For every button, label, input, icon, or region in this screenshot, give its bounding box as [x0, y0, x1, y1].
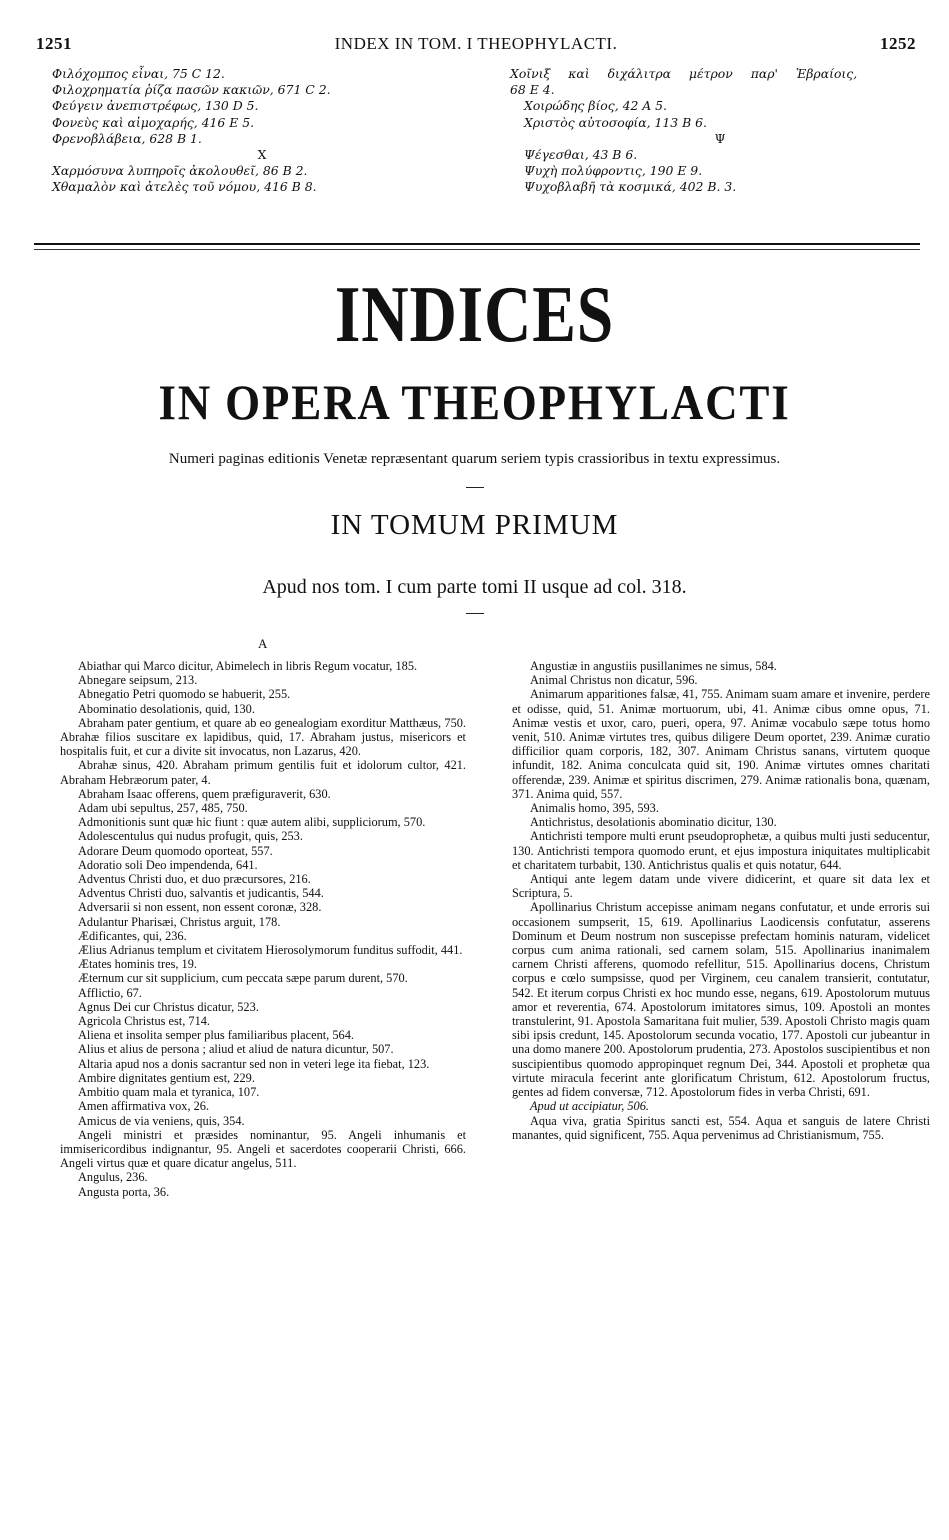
greek-index-left-column — [52, 66, 472, 196]
index-entry: Abnegatio Petri quomodo se habuerit, 255. — [78, 687, 291, 702]
greek-index-entry: Φιλόχομπος εἶναι, 75 C 12. — [52, 66, 225, 81]
index-entry: Adam ubi sepultus, 257, 485, 750. — [78, 801, 248, 816]
index-entry: Aqua viva, gratia Spiritus sancti est, 554. Aqua et sanguis de latere Christi manantes, quid significent, 755. Aqua pervenimus ad Christianismum, 755. — [512, 1113, 930, 1142]
index-entry: Animarum apparitiones falsæ, 41, 755. Animam suam amare et invenire, perdere et odisse, quid, 51. Animæ mortuorum, ubi, 41. Animæ cibus omne opus, 71. Animæ vestis et uxor, caro, pueri, opera, 97. Animæ vocabulo sæpe totus homo venit, 510. Animæ virtutes tres, quibus diligere Deum oportet, 239. Animæ curatio difficilior quam corporis, 182, 307. Animam Christus sanans, virtutem quoque infundit, 182. Anima conculcata quid sit, 190. Animæ virtutes omnes charitati offerendæ, 239. Animæ et spiritus discrimen, 279. Animæ rationalis bona, quænam, 371. Anima quid, 557. — [512, 687, 930, 801]
index-entry: Ambire dignitates gentium est, 229. — [78, 1070, 255, 1085]
index-entry: Afflictio, 67. — [78, 985, 142, 1000]
index-entry: Angulus, 236. — [78, 1170, 148, 1185]
index-entry: Angeli ministri et præsides nominantur, 95. Angeli inhumanis et immisericordibus indignantur, 95. Angeli et sacerdotes cooperarii Christi, 666. Angeli virtus quæ et quare dicatur angelus, 511. — [60, 1127, 466, 1171]
index-entry: Apud ut accipiatur, 506. — [530, 1099, 649, 1114]
volume-heading: IN TOMUM PRIMUM — [330, 509, 619, 541]
greek-index-entry: Χοῖνιξ καὶ διχάλιτρα μέτρον παρ' Ἑβραίοις, — [510, 66, 858, 81]
index-entry: Adversarii si non essent, non essent coronæ, 328. — [78, 900, 322, 915]
greek-index-entry: Ψυχοβλαβῆ τὰ κοσμικά, 402 B. 3. — [524, 179, 737, 195]
index-entry: Ælius Adrianus templum et civitatem Hierosolymorum funditus suffodit, 441. — [78, 943, 463, 958]
greek-index-entry: Χριστὸς αὐτοσοφία, 113 B 6. — [524, 114, 707, 130]
volume-scope-note: Apud nos tom. I cum parte tomi II usque ad col. 318. — [262, 576, 687, 598]
index-entry: Agnus Dei cur Christus dicatur, 523. — [78, 999, 259, 1014]
editorial-note: Numeri paginas editionis Venetæ repræsentant quarum seriem typis crassioribus in textu expressimus. — [168, 451, 781, 467]
index-entry: Amen affirmativa vox, 26. — [78, 1099, 210, 1114]
latin-index-right-column — [512, 659, 930, 1142]
index-entry: Adorare Deum quomodo oporteat, 557. — [78, 843, 273, 858]
running-title: INDEX IN TOM. I THEOPHYLACTI. — [334, 34, 618, 53]
greek-index-right-column — [510, 66, 930, 196]
section-divider-thick — [34, 243, 920, 245]
section-divider-thin — [34, 249, 920, 250]
index-entry: Antiqui ante legem datam unde vivere didicerint, et quare sit data lex et Scriptura, 5. — [512, 872, 930, 901]
main-title: INDICES — [334, 271, 615, 359]
greek-index-entry: Χοιρώδης βίος, 42 A 5. — [524, 98, 668, 114]
page-number-right: 1252 — [880, 34, 916, 53]
index-entry: Admonitionis sunt quæ hic fiunt : quæ autem alibi, suppliciorum, 570. — [78, 815, 426, 830]
index-entry: Abraham Isaac offerens, quem præfiguraverit, 630. — [78, 786, 331, 801]
latin-index-left-column — [60, 659, 466, 1199]
index-entry: Ætates hominis tres, 19. — [78, 957, 197, 972]
index-entry: Abiathar qui Marco dicitur, Abimelech in libris Regum vocatur, 185. — [78, 659, 418, 673]
greek-index-entry-continuation: 68 E 4. — [510, 82, 555, 98]
index-entry: Agricola Christus est, 714. — [78, 1014, 210, 1029]
greek-index-entry: Φρενοβλάβεια, 628 B 1. — [52, 130, 202, 146]
index-entry: Adolescentulus qui nudus profugit, quis, 253. — [78, 829, 303, 844]
index-entry: Æternum cur sit supplicium, cum peccata sæpe parum durent, 570. — [78, 971, 408, 986]
index-entry: Ambitio quam mala et tyranica, 107. — [78, 1085, 260, 1100]
main-subtitle: IN OPERA THEOPHYLACTI — [158, 374, 791, 430]
greek-section-letter: Ψ — [714, 130, 726, 146]
index-entry: Abominatio desolationis, quid, 130. — [78, 701, 255, 716]
index-entry: Angusta porta, 36. — [78, 1184, 170, 1199]
index-entry: Adoratio soli Deo impendenda, 641. — [78, 857, 258, 872]
greek-index-entry: Φιλοχρηματία ῥίζα πασῶν κακιῶν, 671 C 2. — [52, 82, 331, 98]
separator-dash — [466, 487, 484, 488]
index-entry: Alius et alius de persona ; aliud et aliud de natura dicuntur, 507. — [78, 1042, 394, 1057]
index-entry: Altaria apud nos a donis sacrantur sed non in veteri lege ita fiebat, 123. — [78, 1056, 430, 1071]
index-section-letter: A — [258, 636, 268, 651]
index-entry: Abrahæ sinus, 420. Abraham primum gentilis fuit et idolorum cultor, 421. Abraham Hebræorum pater, 4. — [60, 758, 466, 787]
index-entry: Adventus Christi duo, salvantis et judicantis, 544. — [78, 886, 324, 901]
index-entry: Animalis homo, 395, 593. — [530, 801, 659, 816]
greek-index-entry: Φονεὺς καὶ αἱμοχαρής, 416 E 5. — [52, 114, 255, 130]
separator-dash — [466, 613, 484, 614]
index-entry: Adulantur Pharisæi, Christus arguit, 178. — [78, 914, 281, 929]
greek-section-letter: X — [257, 147, 267, 163]
greek-index-entry: Χθαμαλὸν καὶ ἀτελὲς τοῦ νόμου, 416 B 8. — [52, 179, 317, 195]
index-entry: Animal Christus non dicatur, 596. — [530, 673, 698, 688]
index-entry: Ædificantes, qui, 236. — [78, 928, 187, 943]
index-entry: Amicus de via veniens, quis, 354. — [78, 1113, 245, 1128]
index-entry: Adventus Christi duo, et duo præcursores, 216. — [78, 872, 311, 887]
index-entry: Antichristus, desolationis abominatio dicitur, 130. — [530, 815, 777, 830]
greek-index-entry: Χαρμόσυνα λυπηροῖς ἀκολουθεῖ, 86 B 2. — [52, 163, 308, 179]
greek-index-entry: Ψυχὴ πολύφροντις, 190 E 9. — [524, 163, 703, 179]
index-entry: Abnegare seipsum, 213. — [78, 673, 198, 688]
greek-index-entry: Ψέγεσθαι, 43 B 6. — [524, 147, 638, 163]
index-entry: Abraham pater gentium, et quare ab eo genealogiam exorditur Matthæus, 750. Abrahæ filios suscitare ex lapidibus, quid, 17. Abraham justus, misericors et hospitalis fuit, et cur a divite sit invocatus, non Lazarus, 420. — [60, 715, 466, 759]
running-head — [36, 34, 916, 56]
index-entry: Antichristi tempore multi erunt pseudoprophetæ, a quibus multi justi seducentur, 130. Antichristi tempora quomodo erunt, et ejus impostura iniquitates multiplicabit et charitatem turbabit, 130. Antichristus qualis et quis notatur, 644. — [512, 829, 930, 872]
greek-index-entry: Φεύγειν ἀνεπιστρέφως, 130 D 5. — [52, 98, 259, 114]
page-number-left: 1251 — [36, 34, 72, 53]
index-entry: Aliena et insolita semper plus familiaribus placent, 564. — [78, 1028, 354, 1043]
index-entry: Apollinarius Christum accepisse animam negans confutatur, et unde erroris sui occasionem sumpserit, 15, 619. Apollinarius Laodicensis confutatur, asserens Dominum et Deum nostrum non suscepisse prefectam hominis naturam, videlicet corpus cum anima rationali, sed carnem solam, 515. Apollinarius inanimalem carnem Christi afferens, quomodo refellitur, 515. Apollinarius docens, Christum corpus e cœlo sumpsisse, quod per Virginem, ceu canalem transierit, contutatur, 542. Et iterum corpus Christi ex hoc mundo esse, negans, 619. Apostolorum mutuus amor et reverentia, 674. Apostolorum imitatores simus, 109. Apostoli an montes transtulerint, 91. Apostola Samaritana fuit mulier, 539. Apostoli Christo magis quam sibi ipsis credunt, 145. Apostolorum secunda vocatio, 177. Apostoli cur jubeantur in una domo manere 200. Apostolorum prudentia, 273. Apostolos suscipientibus et non suscipientibus quomodo appropinquet regnum Dei, 344. Apostoli et prophetæ qua virtute miracula fecerint ante glorificatum Christum, 612. Apostolorum fructus, gentes ad fidem conversæ, 712. Apostolorum fides in verba Christi, 691. — [512, 900, 930, 1100]
index-entry: Angustiæ in angustiis pusillanimes ne simus, 584. — [530, 659, 777, 673]
